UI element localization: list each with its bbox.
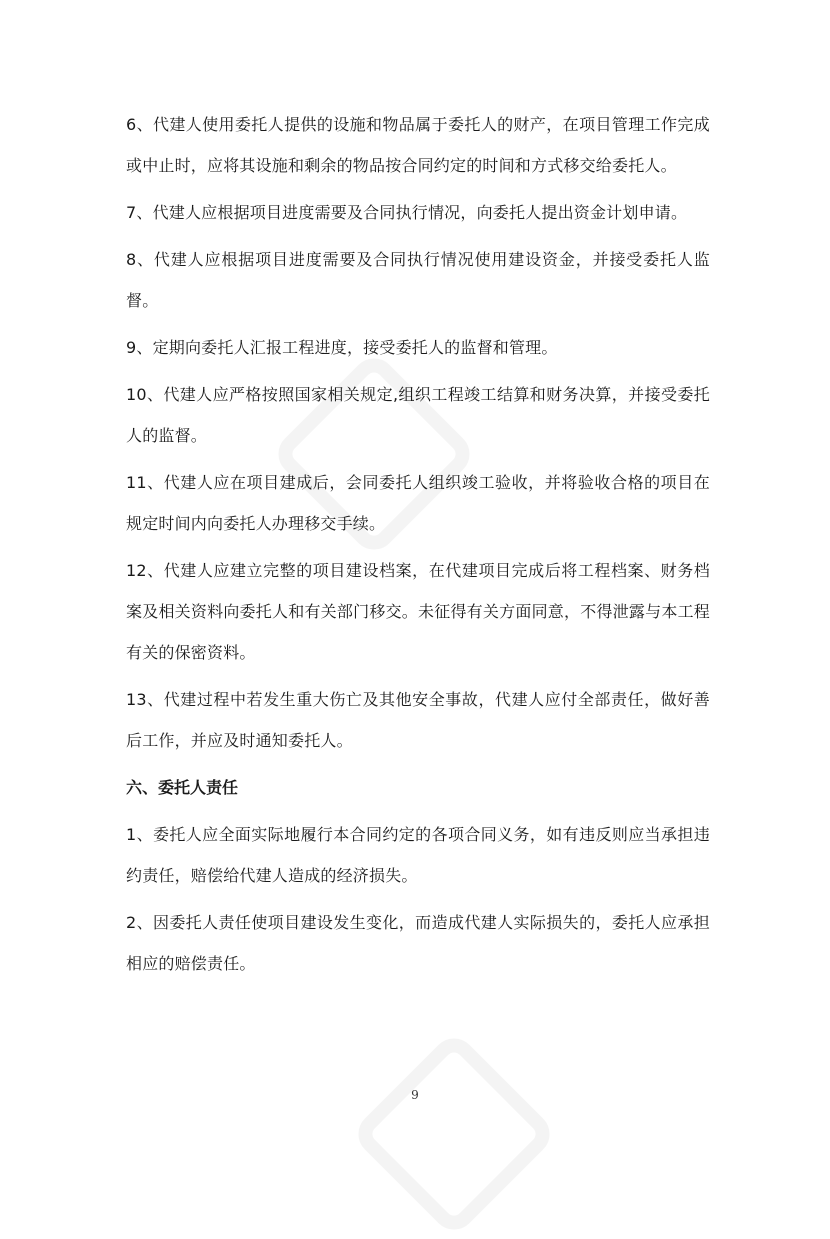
paragraph-item-11: 11、代建人应在项目建成后，会同委托人组织竣工验收，并将验收合格的项目在规定时间内向委托人办理移交手续。 — [126, 473, 710, 533]
section-paragraph-1: 1、委托人应全面实际地履行本合同约定的各项合同义务，如有违反则应当承担违约责任，赔偿给代建人造成的经济损失。 — [126, 825, 710, 885]
paragraph-item-12: 12、代建人应建立完整的项目建设档案，在代建项目完成后将工程档案、财务档案及相关资料向委托人和有关部门移交。未征得有关方面同意，不得泄露与本工程有关的保密资料。 — [126, 561, 710, 662]
paragraph-item-8: 8、代建人应根据项目进度需要及合同执行情况使用建设资金，并接受委托人监督。 — [126, 250, 710, 310]
paragraph-item-9: 9、定期向委托人汇报工程进度，接受委托人的监督和管理。 — [126, 338, 558, 357]
document-body — [126, 104, 710, 990]
section-paragraph-2: 2、因委托人责任使项目建设发生变化，而造成代建人实际损失的，委托人应承担相应的赔偿责任。 — [126, 913, 710, 973]
paragraph-item-13: 13、代建过程中若发生重大伤亡及其他安全事故，代建人应付全部责任，做好善后工作，并应及时通知委托人。 — [126, 690, 710, 750]
paragraph-item-6: 6、代建人使用委托人提供的设施和物品属于委托人的财产，在项目管理工作完成或中止时，应将其设施和剩余的物品按合同约定的时间和方式移交给委托人。 — [126, 115, 710, 175]
watermark-logo — [380, 1060, 528, 1208]
page-number: 9 — [411, 1088, 419, 1102]
watermark-shape — [349, 1029, 558, 1238]
paragraph-item-10: 10、代建人应严格按照国家相关规定,组织工程竣工结算和财务决算，并接受委托人的监督。 — [126, 385, 710, 445]
paragraph-item-7: 7、代建人应根据项目进度需要及合同执行情况，向委托人提出资金计划申请。 — [126, 203, 688, 222]
section-heading: 六、委托人责任 — [126, 778, 239, 797]
